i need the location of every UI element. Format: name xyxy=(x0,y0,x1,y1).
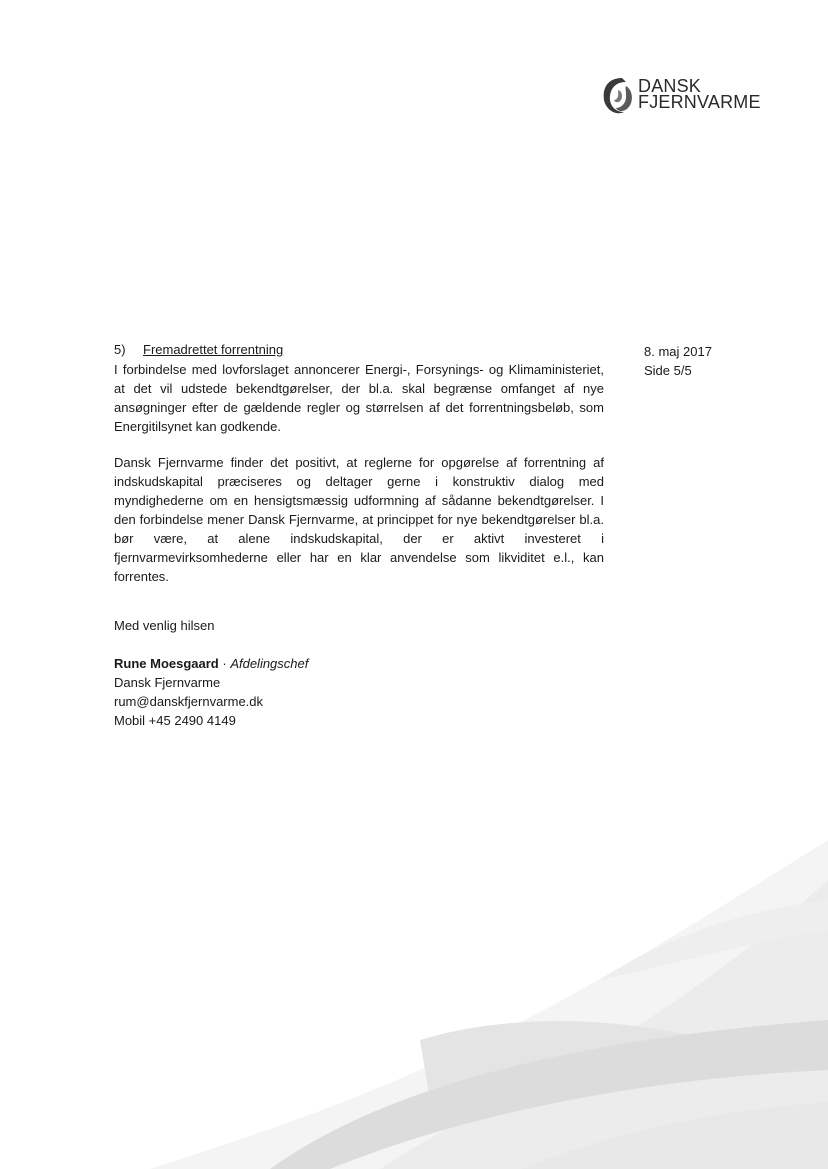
signatory-email: rum@danskfjernvarme.dk xyxy=(114,694,264,709)
signatory-name: Rune Moesgaard xyxy=(114,656,219,671)
letter-meta xyxy=(644,342,764,380)
page-number: Side 5/5 xyxy=(644,363,692,378)
section-title: Fremadrettet forrentning xyxy=(143,342,284,357)
signatory-organization: Dansk Fjernvarme xyxy=(114,675,221,690)
paragraph-2: Dansk Fjernvarme finder det positivt, at reglerne for opgørelse af forrentning af indskudskapital præciseres og deltager gerne i konstruktiv dialog med myndighederne om en hensigtsmæssig udformning af sådanne bekendtgørelser. I den forbindelse mener Dansk Fjernvarme, at princippet for nye bekendtgørelser bl.a. bør være, at alene indskudskapital, der er aktivt investeret i fjernvarmevirksomhederne eller har en klar anvendelse som likviditet e.l., kan forrentes. xyxy=(114,455,604,584)
section-heading xyxy=(114,340,604,359)
name-separator: · xyxy=(218,656,231,671)
decorative-wave-graphic xyxy=(0,840,828,1169)
letter-body xyxy=(114,340,604,730)
letter-date: 8. maj 2017 xyxy=(644,344,712,359)
signatory-phone: Mobil +45 2490 4149 xyxy=(114,713,236,728)
swirl-logo-icon xyxy=(600,74,636,118)
signature-block xyxy=(114,654,604,730)
company-logo xyxy=(600,74,770,118)
signature-line-name xyxy=(114,654,604,673)
section-number: 5) xyxy=(114,342,126,357)
closing-greeting: Med venlig hilsen xyxy=(114,618,215,633)
signatory-title: Afdelingschef xyxy=(230,656,309,671)
logo-line-2: FJERNVARME xyxy=(638,92,761,112)
paragraph-1: I forbindelse med lovforslaget annoncerer Energi-, Forsynings- og Klimaministeriet, at det vil udstede bekendtgørelser, der bl.a. skal begrænse omfanget af nye ansøgninger efter de gældende regler og størrelsen af det forrentningsbeløb, som Energitilsynet kan godkende. xyxy=(114,362,604,434)
logo-line-1: DANSK xyxy=(638,76,702,96)
